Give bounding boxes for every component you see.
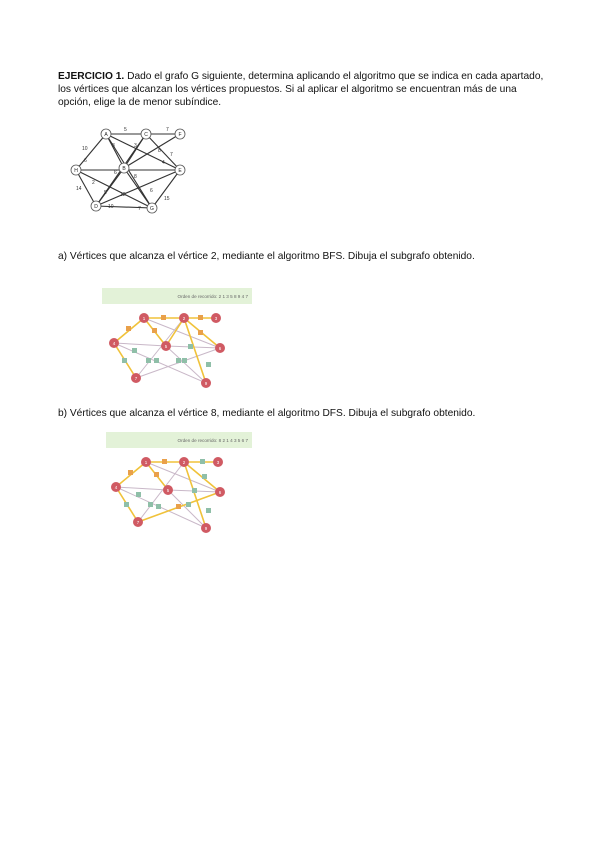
- question-b: b) Vértices que alcanza el vértice 8, mediante el algoritmo DFS. Dibuja el subgrafo obtenido.: [58, 408, 476, 419]
- weight-label: 7: [170, 152, 173, 158]
- node-label: 1: [144, 460, 148, 465]
- node-label: 5: [164, 344, 168, 349]
- weight-label: 7: [166, 127, 169, 133]
- weight-label: 15: [164, 196, 170, 202]
- node-label: 6: [218, 346, 222, 351]
- weight-label: 8: [134, 174, 137, 180]
- node-label: 6: [218, 490, 222, 495]
- node-label: 7: [136, 520, 140, 525]
- graph-g-figure: [62, 122, 194, 218]
- weight-label: 14: [76, 186, 82, 192]
- node-label: 2: [182, 460, 186, 465]
- node-label: D: [94, 204, 98, 210]
- node-label: C: [144, 132, 148, 138]
- weight-label: 6: [84, 158, 87, 164]
- node-label: B: [122, 166, 126, 172]
- traversal-order: Orden de recorrido: 8 2 1 4 3 5 6 7: [177, 438, 248, 443]
- node-label: A: [104, 132, 108, 138]
- node-label: 5: [166, 488, 170, 493]
- node-label: 2: [182, 316, 186, 321]
- node-label: E: [178, 168, 182, 174]
- question-a: a) Vértices que alcanza el vértice 2, mediante el algoritmo BFS. Dibuja el subgrafo obtenido.: [58, 251, 475, 262]
- node-label: 9: [204, 381, 208, 386]
- node-label: 3: [214, 316, 218, 321]
- node-label: G: [150, 206, 154, 212]
- node-label: H: [74, 168, 78, 174]
- weight-label: 3: [134, 143, 137, 149]
- weight-label: 8: [158, 148, 161, 154]
- dfs-subgraph-figure: [106, 432, 252, 536]
- node-label: F: [178, 132, 182, 138]
- node-label: 9: [204, 526, 208, 531]
- exercise-statement: [58, 70, 548, 109]
- node-label: 4: [112, 341, 116, 346]
- weight-label: 12: [120, 192, 126, 198]
- exercise-title: EJERCICIO 1.: [58, 71, 125, 82]
- weight-label: 10: [82, 146, 88, 152]
- exercise-text: Dado el grafo G siguiente, determina aplicando el algoritmo que se indica en cada apartado, los vértices que alcanzan los vértices propuestos. Si al aplicar el algoritmo se encuentran más de una opción, elige la de menor subíndice.: [58, 71, 544, 108]
- node-label: 1: [142, 316, 146, 321]
- weight-label: 10: [108, 204, 114, 210]
- weight-label: 6: [114, 170, 117, 176]
- node-label: 7: [134, 376, 138, 381]
- weight-label: 3: [112, 143, 115, 149]
- weight-label: 5: [104, 190, 107, 196]
- bfs-subgraph-figure: [102, 288, 252, 392]
- node-label: 4: [114, 485, 118, 490]
- weight-label: 6: [150, 188, 153, 194]
- weight-label: 5: [124, 127, 127, 133]
- traversal-order: Orden de recorrido: 2 1 3 5 8 9 4 7: [177, 294, 248, 299]
- weight-label: 7: [138, 206, 141, 212]
- node-label: 3: [216, 460, 220, 465]
- weight-label: 2: [92, 180, 95, 186]
- weight-label: 4: [162, 160, 165, 166]
